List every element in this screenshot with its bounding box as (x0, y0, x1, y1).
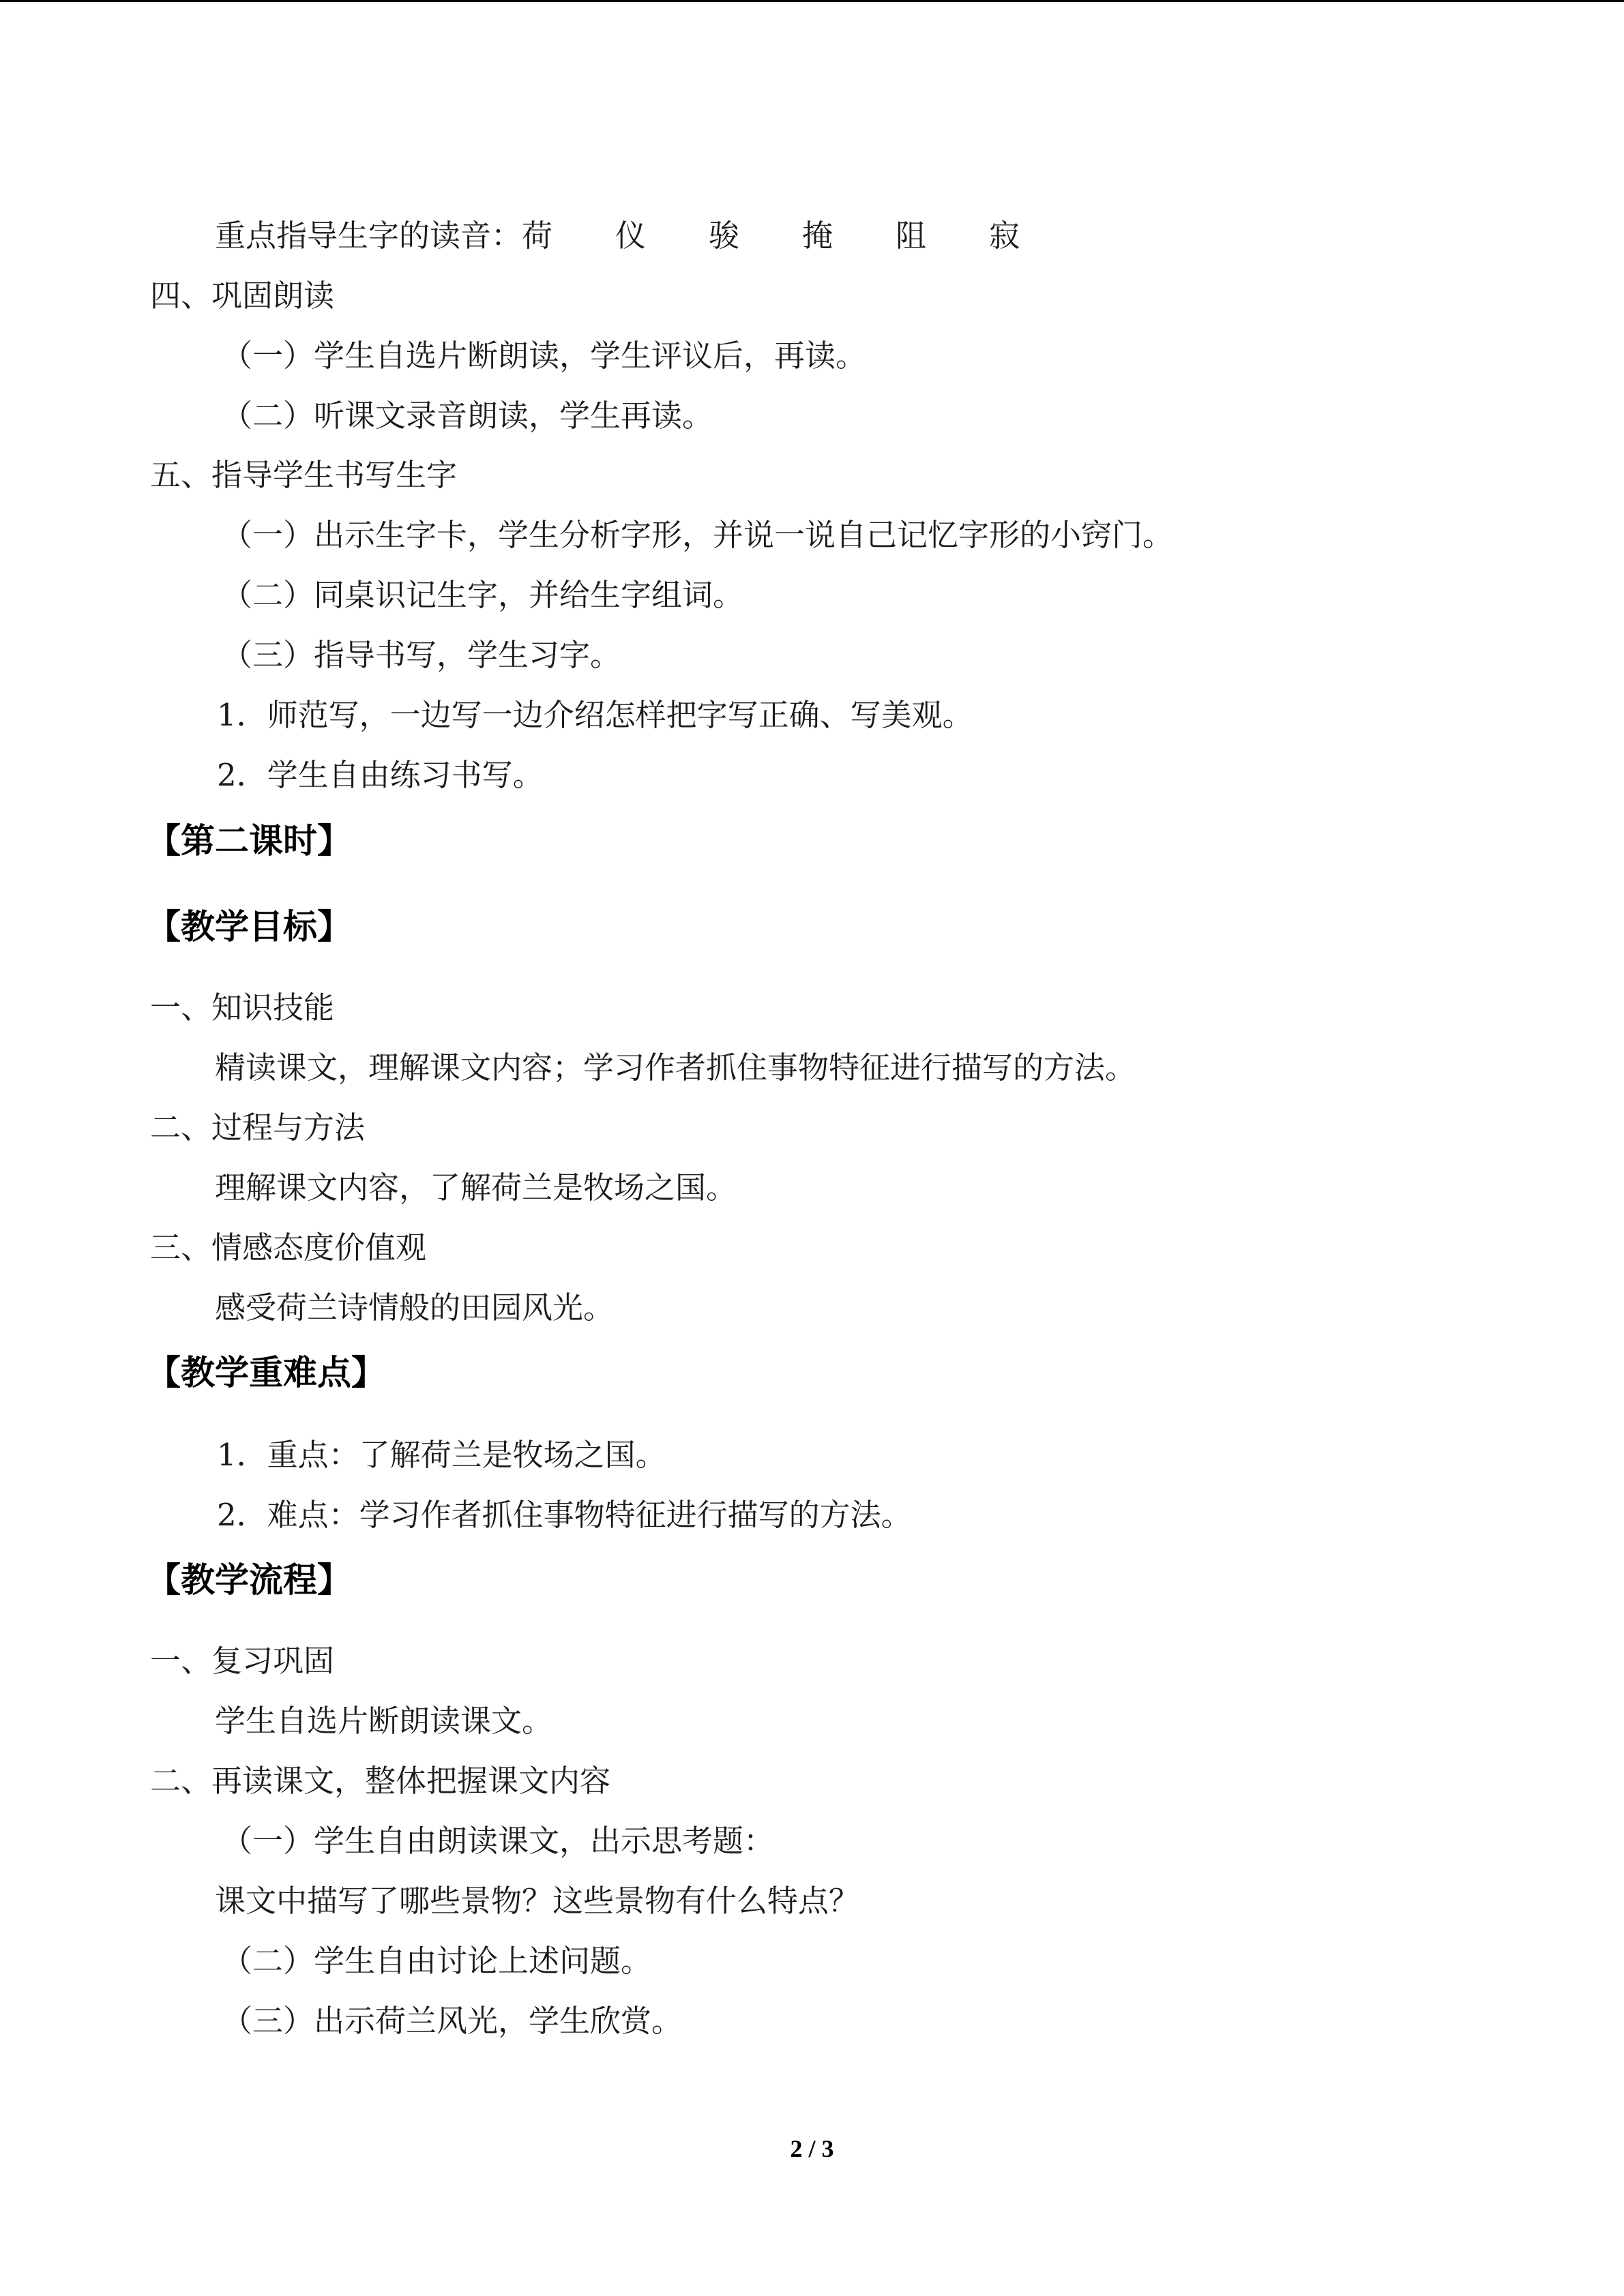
pron-char: 阻 (896, 218, 927, 254)
pron-char: 骏 (709, 218, 740, 254)
paragraph: 感受荷兰诗情般的田园风光。 (215, 1289, 615, 1326)
paragraph: 课文中描写了哪些景物？这些景物有什么特点？ (215, 1883, 860, 1919)
section-title: 四、巩固朗读 (150, 278, 335, 314)
list-item: （二）同桌识记生字，并给生字组词。 (222, 577, 744, 613)
list-item: （三）出示荷兰风光，学生欣赏。 (222, 2003, 683, 2039)
heading-key-points: 【教学重难点】 (147, 1353, 385, 1392)
section-title: 三、情感态度价值观 (150, 1229, 427, 1266)
list-item: （二）听课文录音朗读，学生再读。 (222, 398, 713, 434)
section-title: 一、复习巩固 (150, 1643, 335, 1679)
heading-flow: 【教学流程】 (147, 1560, 351, 1600)
list-item: （三）指导书写，学生习字。 (222, 637, 621, 673)
heading-goals: 【教学目标】 (147, 907, 351, 946)
pron-char: 仪 (615, 218, 647, 254)
list-item: 1．重点：了解荷兰是牧场之国。 (217, 1437, 666, 1473)
list-item: 1．师范写，一边写一边介绍怎样把字写正确、写美观。 (217, 697, 973, 733)
pronunciation-line (215, 215, 1020, 256)
list-item: （一）学生自选片断朗读，学生评议后，再读。 (222, 338, 867, 374)
section-title: 五、指导学生书写生字 (150, 457, 458, 493)
list-item: 2．难点：学习作者抓住事物特征进行描写的方法。 (217, 1497, 912, 1533)
list-item: （一）出示生字卡，学生分析字形，并说一说自己记忆字形的小窍门。 (222, 517, 1174, 553)
heading-lesson2: 【第二课时】 (147, 821, 351, 861)
section-title: 二、过程与方法 (150, 1109, 366, 1146)
section-title: 二、再读课文，整体把握课文内容 (150, 1763, 611, 1799)
pron-char: 掩 (802, 218, 833, 254)
top-border (0, 0, 1624, 2)
list-item: （二）学生自由讨论上述问题。 (222, 1943, 652, 1979)
pronunciation-label: 重点指导生字的读音： (215, 218, 522, 254)
pron-char: 荷 (522, 218, 553, 254)
paragraph: 学生自选片断朗读课文。 (215, 1703, 553, 1739)
section-title: 一、知识技能 (150, 989, 335, 1026)
page-number: 2 / 3 (790, 2135, 834, 2162)
paragraph: 理解课文内容，了解荷兰是牧场之国。 (215, 1169, 737, 1206)
paragraph: 精读课文，理解课文内容；学习作者抓住事物特征进行描写的方法。 (215, 1049, 1136, 1086)
list-item: 2．学生自由练习书写。 (217, 757, 544, 793)
list-item: （一）学生自由朗读课文，出示思考题： (222, 1823, 775, 1859)
pron-char: 寂 (989, 218, 1020, 254)
